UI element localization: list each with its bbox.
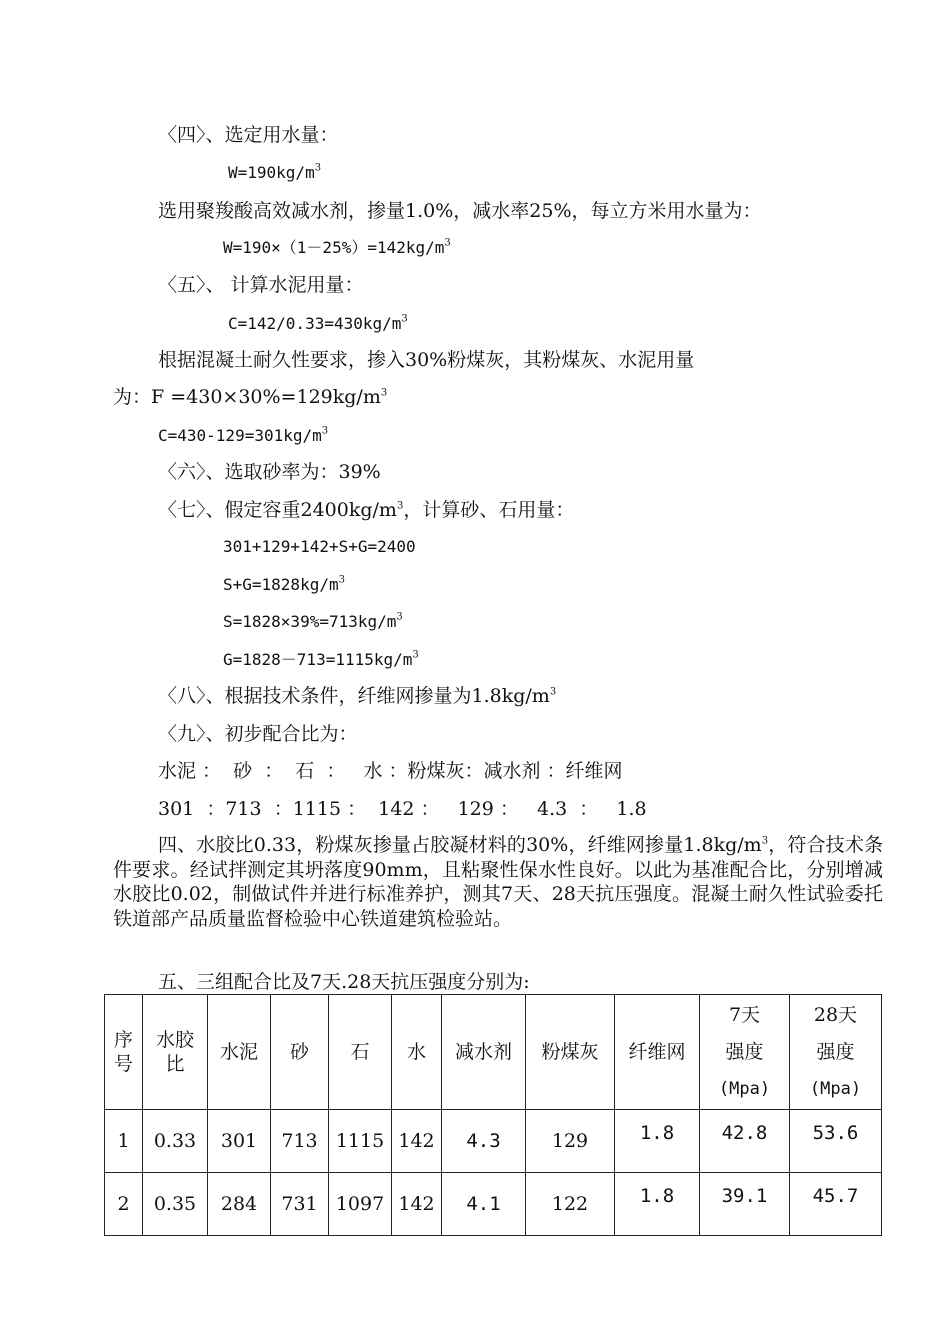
superscript: 3 — [761, 835, 769, 847]
text-line-5: 〈五〉、 计算水泥用量： — [158, 274, 364, 296]
header-fiber: 纤维网 — [615, 995, 700, 1110]
cell-flyash: 122 — [526, 1173, 615, 1236]
sand-formula: S=1828×39%=713kg/m — [223, 612, 397, 631]
density-text-end: ，计算砂、石用量： — [403, 499, 575, 521]
text-line-13 — [223, 572, 345, 597]
header-7day: 7天 强度 (Mpa) — [700, 995, 790, 1110]
cell-cement: 301 — [208, 1110, 271, 1173]
superscript: 3 — [380, 387, 388, 399]
superscript: 3 — [396, 500, 404, 512]
superscript: 3 — [338, 574, 345, 586]
text-line-9 — [158, 423, 328, 448]
table-row — [105, 1110, 882, 1173]
cell-seq: 1 — [105, 1110, 143, 1173]
mix-ratio-table — [104, 994, 882, 1236]
text-line-12: 301+129+142+S+G=2400 — [223, 537, 416, 556]
text-line-3: 选用聚羧酸高效减水剂，掺量1.0%，减水率25%，每立方米用水量为： — [158, 200, 762, 222]
cell-stone: 1115 — [329, 1110, 392, 1173]
cell-wb: 0.33 — [143, 1110, 208, 1173]
paragraph-4 — [113, 833, 883, 931]
text-line-14 — [223, 609, 403, 634]
header-reducer: 减水剂 — [442, 995, 526, 1110]
cell-water: 142 — [392, 1173, 442, 1236]
cell-wb: 0.35 — [143, 1173, 208, 1236]
text-line-1: 〈四〉、选定用水量： — [158, 124, 339, 146]
text-line-17: 〈九〉、初步配合比为： — [158, 723, 358, 745]
cell-fiber: 1.8 — [615, 1110, 700, 1173]
header-cement: 水泥 — [208, 995, 271, 1110]
text-line-11 — [158, 498, 574, 522]
header-wb: 水胶比 — [143, 995, 208, 1110]
cell-water: 142 — [392, 1110, 442, 1173]
cell-7day: 42.8 — [700, 1110, 790, 1173]
text-line-6 — [228, 311, 408, 336]
table-row — [105, 1173, 882, 1236]
cell-reducer: 4.3 — [442, 1110, 526, 1173]
water-formula: W=190kg/m — [228, 163, 315, 182]
header-flyash: 粉煤灰 — [526, 995, 615, 1110]
text-line-8 — [113, 385, 387, 409]
flyash-formula: 为：F =430×30%=129kg/m — [113, 386, 381, 408]
text-line-10: 〈六〉、选取砂率为：39% — [158, 461, 381, 483]
superscript: 3 — [314, 162, 322, 174]
header-seq: 序号 — [105, 995, 143, 1110]
paragraph-5: 五、三组配合比及7天.28天抗压强度分别为: — [158, 971, 530, 993]
superscript: 3 — [549, 686, 557, 698]
sg-formula: S+G=1828kg/m — [223, 575, 339, 594]
cement-final-formula: C=430-129=301kg/m — [158, 426, 322, 445]
text-line-16 — [158, 684, 556, 708]
water-reduced-formula: W=190×（1－25%）=142kg/m — [223, 238, 445, 257]
text-line-4 — [223, 235, 451, 260]
superscript: 3 — [401, 313, 408, 325]
text-line-15 — [223, 647, 419, 672]
cell-28day: 45.7 — [790, 1173, 882, 1236]
text-line-18: 水泥 ： 砂 ： 石 ： 水 ：粉煤灰：减水剂 ：纤维网 — [158, 760, 623, 782]
fiber-text: 〈八〉、根据技术条件，纤维网掺量为1.8kg/m — [158, 685, 550, 707]
cell-seq: 2 — [105, 1173, 143, 1236]
cell-28day: 53.6 — [790, 1110, 882, 1173]
table-header-row — [105, 995, 882, 1110]
paragraph-4-start: 四、水胶比0.33，粉煤灰掺量占胶凝材料的30%，纤维网掺量1.8kg/m — [158, 834, 762, 856]
stone-formula: G=1828－713=1115kg/m — [223, 650, 413, 669]
header-stone: 石 — [329, 995, 392, 1110]
cell-cement: 284 — [208, 1173, 271, 1236]
text-line-19: 301 ：713 ：1115 ： 142 ： 129 ： 4.3 ： 1.8 — [158, 798, 647, 820]
cell-7day: 39.1 — [700, 1173, 790, 1236]
cell-stone: 1097 — [329, 1173, 392, 1236]
cement-formula: C=142/0.33=430kg/m — [228, 314, 402, 333]
header-sand: 砂 — [271, 995, 329, 1110]
superscript: 3 — [396, 611, 403, 623]
cell-flyash: 129 — [526, 1110, 615, 1173]
density-text: 〈七〉、假定容重2400kg/m — [158, 499, 397, 521]
text-line-2 — [228, 160, 321, 185]
cell-reducer: 4.1 — [442, 1173, 526, 1236]
cell-sand: 713 — [271, 1110, 329, 1173]
cell-fiber: 1.8 — [615, 1173, 700, 1236]
header-water: 水 — [392, 995, 442, 1110]
paragraph-4-rest: ，符合技术条件要求。经试拌测定其坍落度90mm，且粘聚性保水性良好。以此为基准配合比，分别增减水胶比0.02，制做试件并进行标准养护，测其7天、28天抗压强度。混凝土耐久性试验委托铁道部产品质量监督检验中心铁道建筑检验站。 — [113, 834, 883, 930]
header-28day: 28天 强度 (Mpa) — [790, 995, 882, 1110]
superscript: 3 — [412, 649, 419, 661]
superscript: 3 — [444, 237, 451, 249]
text-line-7: 根据混凝土耐久性要求，掺入30%粉煤灰，其粉煤灰、水泥用量 — [158, 349, 695, 371]
cell-sand: 731 — [271, 1173, 329, 1236]
superscript: 3 — [321, 425, 329, 437]
